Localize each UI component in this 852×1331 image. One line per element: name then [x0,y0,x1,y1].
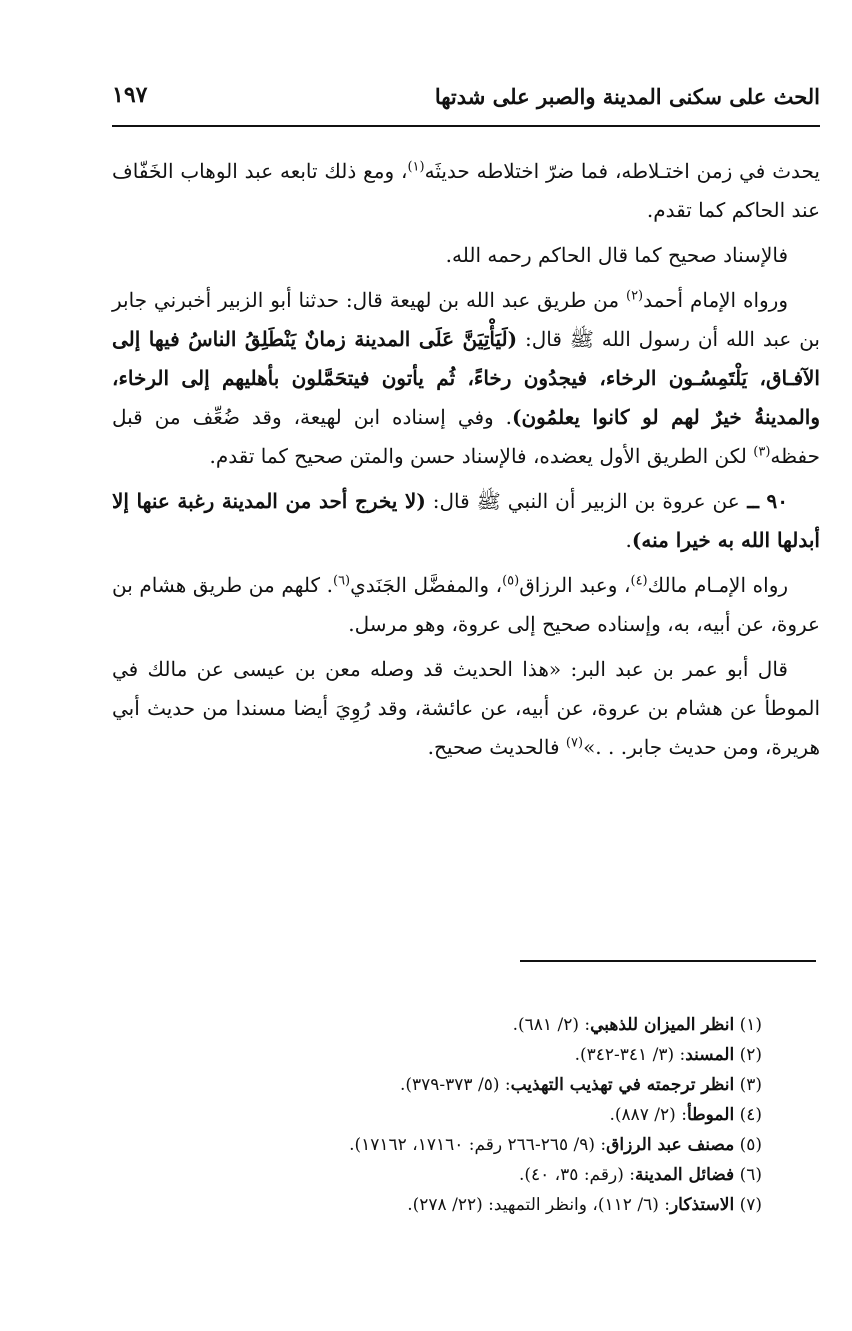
paragraph-4 [112,482,820,560]
footnote-ref: (٧) [565,735,584,751]
paragraph-6 [112,650,820,767]
paragraph-3 [112,281,820,476]
footnote-number: (٥) [739,1135,762,1155]
footnote-number: (١) [739,1015,762,1035]
footnote-ref: (٣) [753,444,771,460]
paragraph-text: لكن الطريق الأول يعضده، فالإسناد حسن والمتن صحيح كما تقدم. [209,444,754,468]
footnote-text: : (٣/ ٣٤١-٣٤٢). [574,1045,686,1065]
running-title: الحث على سكنى المدينة والصبر على شدتها [434,84,820,109]
paragraph-text: فالإسناد صحيح كما قال الحاكم رحمه الله. [445,243,788,267]
footnote-title: الاستذكار [669,1195,735,1215]
paragraph-text: رواه الإمـام مالك [647,573,789,597]
footnote-ref: (١) [407,159,425,175]
footnote-4 [112,1100,762,1130]
footnote-2 [112,1040,762,1070]
footnote-number: (٣) [739,1075,762,1095]
footnote-text: : (٢/ ٦٨١). [512,1015,591,1035]
footnote-title: مصنف عبد الرزاق [606,1135,735,1155]
footnote-ref: (٦) [332,573,351,589]
footnote-title: الموطأ [686,1105,735,1125]
footnote-title: انظر ترجمته في تهذيب التهذيب [510,1075,735,1095]
paragraph-text: عن عروة بن الزبير أن النبي ﷺ قال: [425,489,740,513]
hadith-dash: ــ [739,489,767,513]
footnote-number: (٧) [739,1195,762,1215]
footnote-ref: (٥) [502,573,520,589]
footnote-text: : (٢/ ٨٨٧). [609,1105,687,1125]
paragraph-text: . وفي إسناده ابن لهيعة، وقد ضُعِّف من قبل حفظه [112,405,820,468]
paragraph-text: ، وعبد الرزاق [519,573,631,597]
paragraph-text: ، ومع ذلك تابعه عبد الوهاب الخَفّاف عند الحاكم كما تقدم. [112,159,820,222]
page-number: ١٩٧ [112,82,148,108]
footnote-number: (٢) [739,1045,762,1065]
paragraph-5 [112,566,820,644]
footnotes [112,1010,762,1220]
footnote-ref: (٤) [630,573,648,589]
footnote-3 [112,1070,762,1100]
paragraph-2 [112,236,820,275]
footnote-ref: (٢) [625,288,644,304]
hadith-text: (لَيَأْتِيَنَّ عَلَى المدينة زمانٌ يَنْطَلِقُ الناسُ فيها إلى الآفـاق، يَلْتَمِسُـون الرخاء، فيجدُون رخاءً، ثُم يأتون فيتحَمَّلون بأهليهم إلى الرخاء، والمدينةُ خيرٌ لهم لو كانوا يعلمُون) [112,327,820,429]
footnote-title: فضائل المدينة [634,1165,735,1185]
footnote-number: (٦) [739,1165,762,1185]
footnote-text: : (٩/ ٢٦٥-٢٦٦ رقم: ١٧١٦٠، ١٧١٦٢). [349,1135,607,1155]
paragraph-text: ، والمفضَّل الجَنَدي [350,573,503,597]
footnote-text: : (رقم: ٣٥، ٤٠). [518,1165,635,1185]
footnote-text: : (٥/ ٣٧٣-٣٧٩). [399,1075,511,1095]
footnote-rule [520,960,816,962]
hadith-number: ٩٠ [766,489,788,513]
footnote-title: انظر الميزان للذهبي [590,1015,735,1035]
hadith-text: (لا يخرج أحد من المدينة رغبة عنها إلا أبدلها الله به خيرا منه) [112,489,820,552]
paragraph-text: ورواه الإمام أحمد [643,288,788,312]
footnote-text: : (٦/ ١١٢)، وانظر التمهيد: (٢٢/ ٢٧٨). [407,1195,670,1215]
header-rule [112,125,820,127]
footnote-5 [112,1130,762,1160]
paragraph-text: قال أبو عمر بن عبد البر: «هذا الحديث قد وصله معن بن عيسى عن مالك في الموطأ عن هشام بن عروة، عن أبيه، عن عائشة، وقد رُوِيَ أيضا مسندا من حديث أبي هريرة، ومن حديث جابر. . .» [112,657,820,759]
page-header [112,78,820,118]
footnote-6 [112,1160,762,1190]
footnote-number: (٤) [739,1105,762,1125]
footnote-title: المسند [685,1045,735,1065]
paragraph-text: . [625,528,632,552]
paragraph-text: فالحديث صحيح. [427,735,566,759]
footnote-1 [112,1010,762,1040]
footnote-7 [112,1190,762,1220]
paragraph-text: يحدث في زمن اختـلاطه، فما ضرّ اختلاطه حديثَه [424,159,820,183]
paragraph-text: . كلهم من طريق هشام بن عروة، عن أبيه، به، وإسناده صحيح إلى عروة، وهو مرسل. [112,573,820,636]
paragraph-1 [112,152,820,230]
main-text [112,152,820,773]
paragraph-text: من طريق عبد الله بن لهيعة قال: حدثنا أبو الزبير أخبرني جابر بن عبد الله أن رسول الله ﷺ قال: [112,288,820,351]
